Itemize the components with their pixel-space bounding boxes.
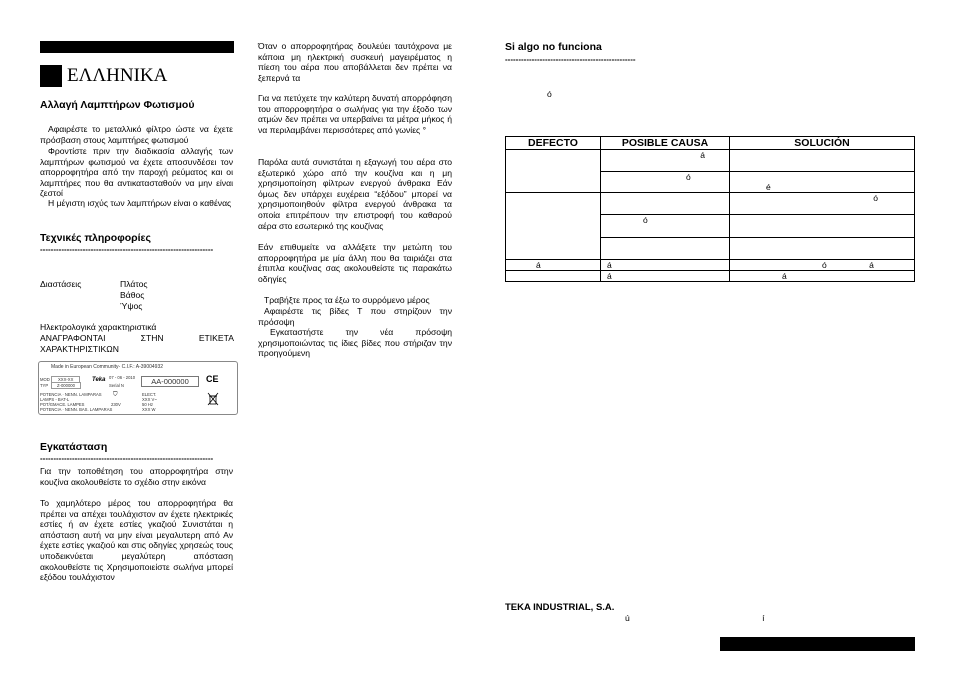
weee-bin-icon xyxy=(207,392,219,406)
tech-heading: Τεχνικές πληροφορίες xyxy=(40,232,151,244)
table-row xyxy=(506,260,915,271)
mod-value: XXX-XX xyxy=(51,376,80,383)
table-cell-text: é xyxy=(766,181,771,192)
top-black-bar xyxy=(40,41,233,53)
table-row xyxy=(506,271,915,282)
rating-label xyxy=(38,361,238,415)
electrical-label: Ηλεκτρολογικά χαρακτηριστικά xyxy=(40,322,157,332)
typ-value: Z-000000 xyxy=(51,382,81,389)
elect-value-1: XXX V~ xyxy=(142,397,157,402)
spanish-stray-char: ó xyxy=(547,89,552,99)
table-cell: á xyxy=(506,260,601,271)
col2-paragraph-3: Παρόλα αυτά συνιστάται η εξαγωγή του αέρα στο εξωτερικό χώρο από την κουζίνα και η μη χρησιμοποίηση φίλτρων ενεργού άνθρακα Εάν όμως δεν υπάρχει ευχέρεια “εξόδου” μπορεί να χρησιμοποιηθούν φίλτρα ενεργού άνθρακα τα οποία επιτρέπουν την επιστροφή του καθαρού αέρα στο εσωτερικό της κουζίνας xyxy=(258,157,452,231)
made-in-text: Made in European Community- C.I.F.: A-39004932 xyxy=(51,364,164,370)
table-cell xyxy=(730,171,915,193)
depth-label: Βάθος xyxy=(120,290,145,300)
typ-label: TYP xyxy=(40,383,49,388)
table-cell: ó á xyxy=(730,260,915,271)
table-cell xyxy=(601,193,730,215)
company-name: TEKA INDUSTRIAL, S.A. xyxy=(505,602,615,613)
table-cell: ó xyxy=(601,171,730,193)
bar-border-right xyxy=(233,41,234,53)
spanish-dashes: ------------------------------------------------- xyxy=(505,55,636,64)
lamp-paragraph-1: Αφαιρέστε το μεταλλικό φίλτρο ώστε να έχετε πρόσβαση στους λαμπτήρες φωτισμού xyxy=(40,124,233,145)
language-square xyxy=(40,65,62,87)
col2-step-2: Αφαιρέστε τις βίδες Τ που στηρίζουν την πρόσοψη xyxy=(258,306,452,327)
width-label: Πλάτος xyxy=(120,279,148,289)
teka-logo: Teka xyxy=(92,377,106,383)
lamp-heading: Αλλαγή Λαμπτήρων Φωτισμού xyxy=(40,99,195,111)
power-line-1: POTENCIA · NENN. LAMPARAS xyxy=(40,392,102,397)
shield-icon: ⛉ xyxy=(113,392,118,398)
table-cell xyxy=(601,237,730,259)
power-line-4: POTENCIA · NENN. BAS. LAMPARAS xyxy=(40,407,113,412)
table-cell xyxy=(506,150,601,193)
fault-table-header xyxy=(506,137,915,150)
table-row xyxy=(506,150,915,172)
elect-value-2: 50 Hz xyxy=(142,402,153,407)
table-cell xyxy=(730,237,915,259)
company-address: ú í xyxy=(625,613,765,623)
col2-step-3: Εγκαταστήστε την νέα πρόσοψη χρησιμοποιώντας τις ίδιες βίδες που στήριζαν την προηγούμενη xyxy=(258,327,452,359)
electrical-note: ΑΝΑΓΡΑΦΟΝΤΑΙ ΣΤΗΝ ΕΤΙΚΕΤΑ ΧΑΡΑΚΤΗΡΙΣΤΙΚΩΝ xyxy=(40,333,234,354)
voltage-text: 230V xyxy=(111,402,121,407)
header-posible-causa: POSIBLE CAUSA xyxy=(601,137,730,150)
table-cell: á xyxy=(601,260,730,271)
date-text: 07 - 06 - 2010 xyxy=(109,375,136,380)
table-cell xyxy=(506,193,601,260)
col2-paragraph-2: Για να πετύχετε την καλύτερη δυνατή απορρόφηση του απορροφητήρα ο σωλήνας για την έξοδο των ατμών δεν πρέπει να υπερβαίνει τα μέτρα μήκος ή να περιλαμβάνει περισσότερες από γωνίες ° xyxy=(258,93,452,135)
col2-step-1: Τραβήξτε προς τα έξω το συρρόμενο μέρος xyxy=(264,295,430,305)
install-dashes: ----------------------------------------------------------------- xyxy=(40,454,214,463)
height-label: Ύψος xyxy=(120,301,143,311)
table-cell xyxy=(730,150,915,172)
header-solucion: SOLUCIÓN xyxy=(730,137,915,150)
lamp-paragraph-3: Η μέγιστη ισχύς των λαμπτήρων είναι ο καθένας xyxy=(48,198,232,208)
power-line-3: POT/GMACE. LAMPES xyxy=(40,402,85,407)
install-paragraph-1: Για την τοποθέτηση του απορροφητήρα στην κουζίνα ακολουθείστε το σχέδιο στην εικόνα xyxy=(40,466,233,487)
language-title: ΕΛΛΗΝΙΚΑ xyxy=(67,65,168,86)
power-line-2: LAMPS - BAT-L xyxy=(40,397,70,402)
code-box: AA-000000 xyxy=(141,376,199,387)
table-cell: á xyxy=(601,150,730,172)
table-cell: ó xyxy=(601,215,730,237)
table-row xyxy=(506,193,915,215)
spanish-heading: Si algo no funciona xyxy=(505,41,602,53)
elect-value-3: XXX W xyxy=(142,407,156,412)
mod-label: MOD xyxy=(40,377,50,382)
table-cell xyxy=(506,271,601,282)
ce-mark: CE xyxy=(206,374,219,384)
bottom-black-bar xyxy=(720,637,915,651)
install-heading: Εγκατάσταση xyxy=(40,441,108,453)
table-cell: á xyxy=(601,271,730,282)
table-cell: ó xyxy=(730,193,915,215)
table-cell xyxy=(730,215,915,237)
header-defecto: DEFECTO xyxy=(506,137,601,150)
install-paragraph-2: Το χαμηλότερο μέρος του απορροφητήρα θα πρέπει να απέχει τουλάχιστον αν έχετε ηλεκτρικές εστίες ή αν έχετε εστίες γκαζιού Συνιστάται η απόσταση αυτή να μην είναι μεγαλυτερη από Αν έχετε εστίες γκαζιού και στις οδηγίες χρησεώς τους υποδεικνύεται μεγαλύτερη απόσταση ακολουθείστε τις Χρησιμοποιείστε σωλήνα μπορεί εξόδου τουλάχιστον xyxy=(40,498,233,583)
col2-paragraph-4: Εάν επιθυμείτε να αλλάξετε την μετώπη του απορροφητήρα με μία άλλη που θα ταιριάζει στα έπιπλα κουζίνας σας ακολουθείστε τις παρακάτω οδηγίες xyxy=(258,242,452,284)
elect-label: ELECT. xyxy=(142,392,157,397)
lamp-paragraph-2: Φροντίστε πριν την διαδικασία αλλαγής των λαμπτήρων φωτισμού να έχετε αποσυνδέσει τον απορροφητήρα από την παροχή ρεύματος και οι λαμπτήρες που θα αντικατασταθούν να μην είναι ζεστοί xyxy=(40,146,233,199)
serial-text: Serial N xyxy=(109,383,124,388)
fault-table xyxy=(505,136,915,282)
table-cell: á xyxy=(730,271,915,282)
tech-dashes: ----------------------------------------------------------------- xyxy=(40,245,214,254)
dimensions-label: Διαστάσεις xyxy=(40,279,82,289)
col2-paragraph-1: Όταν ο απορροφητήρας δουλεύει ταυτόχρονα με κάποια μη ηλεκτρική συσκευή μαγειρέματος η πίεση του αέρα που αποβάλλεται δεν πρέπει να ξεπερνά τα xyxy=(258,41,452,83)
